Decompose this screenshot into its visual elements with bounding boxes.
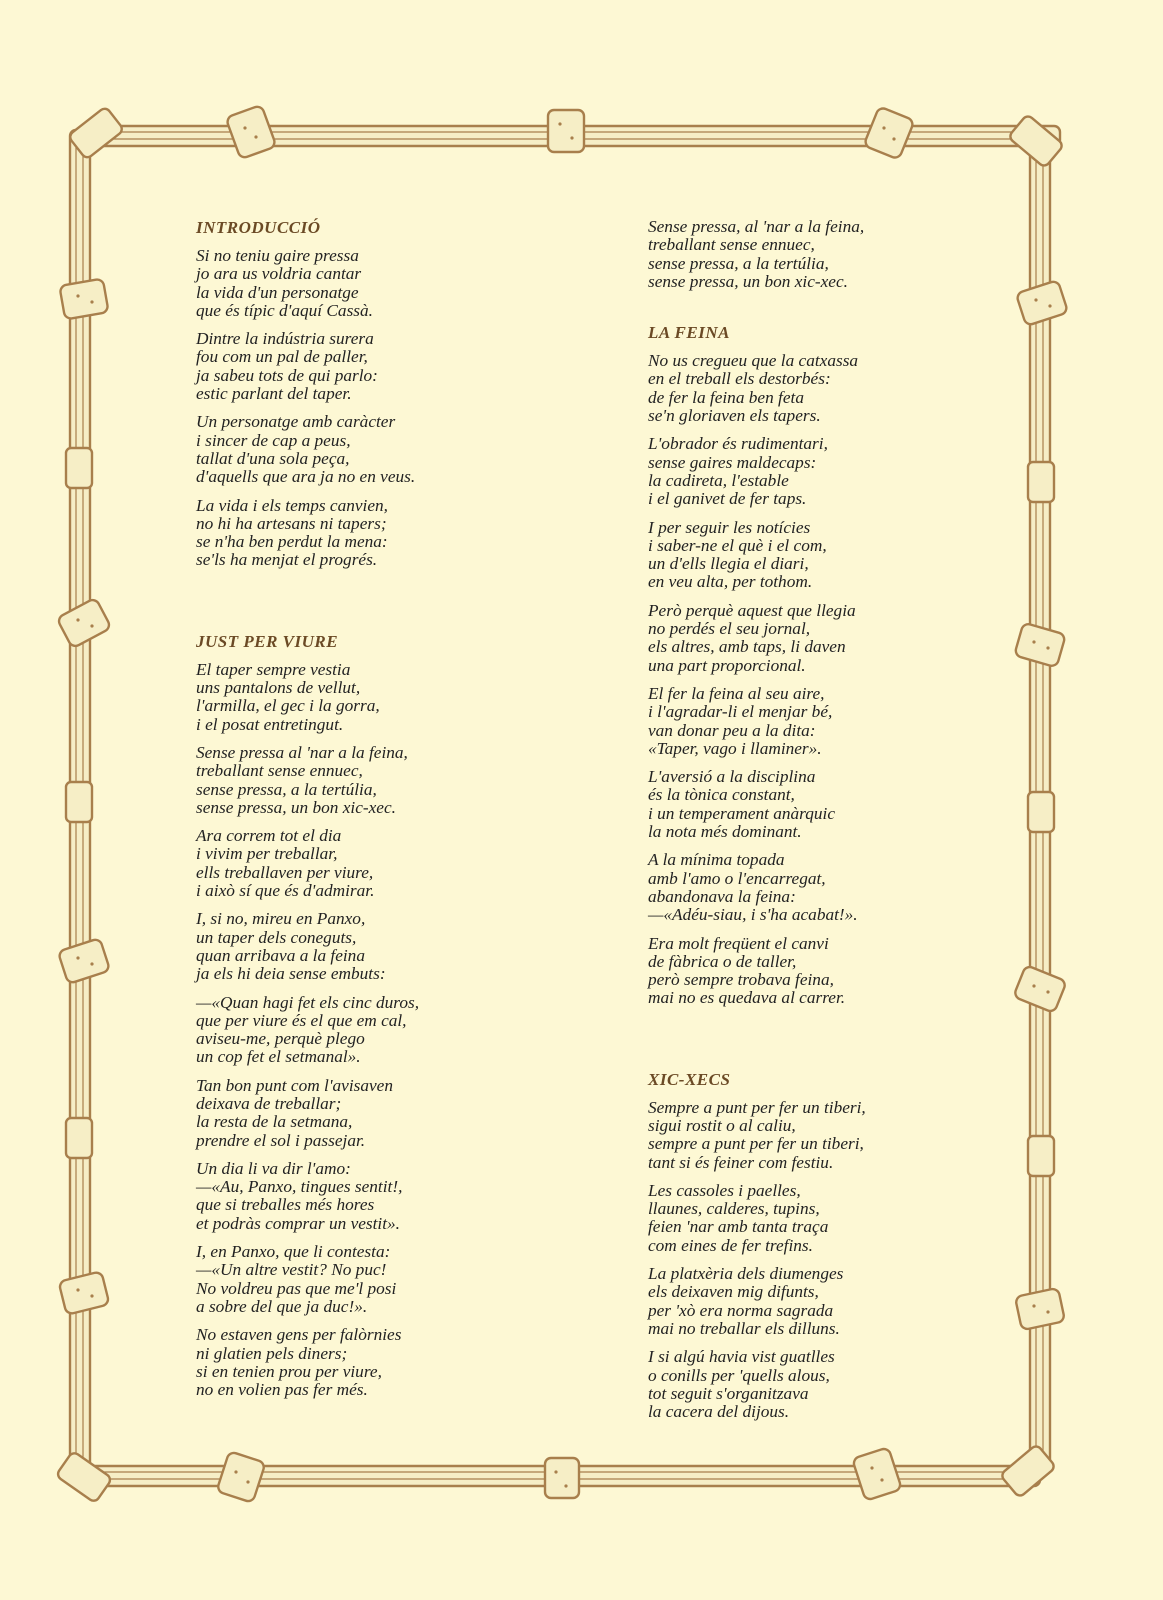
verse-line: se'ls ha menjat el progrés. — [196, 550, 378, 570]
section-xic-xecs — [648, 1070, 978, 1422]
verse-line: El taper sempre vestia — [196, 659, 351, 679]
verse-line: —«Quan hagi fet els cinc duros, — [196, 992, 420, 1012]
stanza — [196, 1243, 596, 1316]
verse-line: ni glatien pels diners; — [196, 1343, 348, 1363]
stanza — [648, 768, 978, 841]
verse-line: sense pressa, a la tertúlia, — [196, 779, 377, 799]
verse-line: L'aversió a la disciplina — [648, 767, 816, 787]
verse-line: —«Un altre vestit? No puc! — [196, 1260, 387, 1280]
verse-line: Sempre a punt per fer un tiberi, — [648, 1097, 866, 1117]
verse-line: se n'ha ben perdut la mena: — [196, 532, 388, 552]
verse-line: sense pressa, un bon xic-xec. — [648, 271, 848, 291]
verse-line: si en tenien prou per viure, — [196, 1361, 382, 1381]
stanza — [648, 602, 978, 675]
verse-line: mai no es quedava al carrer. — [648, 988, 846, 1008]
stanza — [648, 352, 978, 425]
verse-line: feien 'nar amb tanta traça — [648, 1217, 829, 1237]
verse-line: és la tònica constant, — [648, 785, 795, 805]
verse-line: jo ara us voldria cantar — [196, 264, 362, 284]
stanza — [196, 1160, 596, 1233]
verse-line: els deixaven mig difunts, — [648, 1282, 819, 1302]
verse-line: que per viure és el que em cal, — [196, 1010, 407, 1030]
stanza — [196, 330, 596, 403]
verse-line: tot seguit s'organitzava — [648, 1383, 809, 1403]
verse-line: —«Au, Panxo, tingues sentit!, — [196, 1177, 403, 1197]
section-spacer — [648, 1018, 978, 1070]
verse-line: mai no treballar els dilluns. — [648, 1318, 840, 1338]
stanza — [648, 435, 978, 508]
stanza — [648, 1182, 978, 1255]
verse-line: que si treballes més hores — [196, 1195, 375, 1215]
section-title: INTRODUCCIÓ — [196, 218, 321, 237]
verse-line: I, si no, mireu en Panxo, — [196, 909, 366, 929]
verse-line: ja sabeu tots de qui parlo: — [196, 365, 378, 385]
verse-line: Un dia li va dir l'amo: — [196, 1158, 351, 1178]
verse-line: Les cassoles i paelles, — [648, 1180, 801, 1200]
stanza — [648, 519, 978, 592]
stanza — [648, 935, 978, 1008]
verse-line: tant si és feiner com festiu. — [648, 1152, 834, 1172]
verse-line: quan arribava a la feina — [196, 945, 365, 965]
section-spacer — [196, 580, 596, 632]
stanza — [196, 497, 596, 570]
verse-line: Sense pressa, al 'nar a la feina, — [648, 217, 865, 236]
verse-line: ja els hi deia sense embuts: — [196, 964, 386, 984]
verse-line: i això sí que és d'admirar. — [196, 881, 375, 901]
stanza — [196, 413, 596, 486]
verse-line: en veu alta, per tothom. — [648, 572, 813, 592]
verse-line: amb l'amo o l'encarregat, — [648, 868, 826, 888]
verse-line: sigui rostit o al caliu, — [648, 1115, 796, 1135]
verse-line: No voldreu pas que me'l posi — [196, 1278, 397, 1298]
verse-line: uns pantalons de vellut, — [196, 678, 361, 698]
stanza — [196, 827, 596, 900]
verse-line: La platxèria dels diumenges — [648, 1264, 844, 1284]
section-just-per-viure — [196, 632, 596, 1400]
verse-line: Era molt freqüent el canvi — [648, 933, 829, 953]
verse-line: sense pressa, un bon xic-xec. — [196, 797, 396, 817]
stanza — [196, 661, 596, 734]
verse-line: El fer la feina al seu aire, — [648, 683, 825, 703]
stanza — [196, 744, 596, 817]
verse-line: Però perquè aquest que llegia — [648, 600, 856, 620]
verse-line: abandonava la feina: — [648, 886, 796, 906]
verse-line: I si algú havia vist guatlles — [648, 1347, 835, 1367]
continued-stanza — [648, 218, 978, 291]
verse-line: Ara correm tot el dia — [196, 826, 342, 846]
stanza — [196, 910, 596, 983]
verse-line: la cadireta, l'estable — [648, 470, 789, 490]
verse-line: la cacera del dijous. — [648, 1402, 790, 1422]
section-introduccio — [196, 218, 596, 570]
verse-line: sense pressa, a la tertúlia, — [648, 253, 829, 273]
section-title: LA FEINA — [648, 323, 730, 343]
stanza — [648, 1348, 978, 1421]
verse-line: A la mínima topada — [648, 850, 785, 870]
verse-line: et podràs comprar un vestit». — [196, 1213, 400, 1233]
section-la-feina — [648, 323, 978, 1008]
verse-line: Si no teniu gaire pressa — [196, 246, 359, 265]
verse-line: ells treballaven per viure, — [196, 862, 374, 882]
verse-line: una part proporcional. — [648, 655, 806, 675]
verse-line: de fàbrica o de taller, — [648, 951, 797, 971]
verse-line: d'aquells que ara ja no en veus. — [196, 467, 416, 487]
verse-line: I, en Panxo, que li contesta: — [196, 1242, 391, 1262]
verse-line: un cop fet el setmanal». — [196, 1047, 361, 1067]
verse-line: que és típic d'aquí Cassà. — [196, 300, 373, 320]
verse-line: deixava de treballar; — [196, 1093, 342, 1113]
verse-line: la resta de la setmana, — [196, 1112, 353, 1132]
verse-line: aviseu-me, perquè plego — [196, 1029, 365, 1049]
verse-line: treballant sense ennuec, — [196, 761, 363, 781]
verse-line: estic parlant del taper. — [196, 384, 352, 404]
stanza — [648, 1265, 978, 1338]
right-column — [648, 218, 978, 1431]
verse-line: «Taper, vago i llaminer». — [648, 738, 822, 758]
verse-line: no en volien pas fer més. — [196, 1380, 368, 1400]
verse-line: i saber-ne el què i el com, — [648, 535, 827, 555]
verse-line: o conills per 'quells alous, — [648, 1365, 830, 1385]
verse-line: i el posat entretingut. — [196, 714, 344, 734]
verse-line: Sense pressa al 'nar a la feina, — [196, 742, 408, 762]
section-title: XIC-XECS — [648, 1069, 731, 1089]
verse-line: a sobre del que ja duc!». — [196, 1296, 368, 1316]
verse-line: un taper dels coneguts, — [196, 927, 357, 947]
verse-line: treballant sense ennuec, — [648, 235, 815, 255]
verse-line: en el treball els destorbés: — [648, 369, 831, 389]
verse-line: la nota més dominant. — [648, 822, 802, 842]
verse-line: no hi ha artesans ni tapers; — [196, 513, 387, 533]
verse-line: i l'agradar-li el menjar bé, — [648, 702, 833, 722]
section-title: JUST PER VIURE — [196, 631, 339, 651]
verse-line: de fer la feina ben feta — [648, 387, 804, 407]
verse-line: tallat d'una sola peça, — [196, 448, 350, 468]
section-spacer — [648, 301, 978, 323]
verse-line: i sincer de cap a peus, — [196, 430, 351, 450]
verse-line: i el ganivet de fer taps. — [648, 489, 807, 509]
verse-line: no perdés el seu jornal, — [648, 619, 811, 639]
verse-line: però sempre trobava feina, — [648, 970, 834, 990]
stanza — [196, 247, 596, 320]
verse-line: La vida i els temps canvien, — [196, 495, 388, 515]
verse-line: No us cregueu que la catxassa — [648, 351, 859, 371]
verse-line: i un temperament anàrquic — [648, 803, 836, 823]
stanza — [648, 1099, 978, 1172]
verse-line: se'n gloriaven els tapers. — [648, 406, 821, 426]
verse-line: un d'ells llegia el diari, — [648, 554, 809, 574]
verse-line: sempre a punt per fer un tiberi, — [648, 1134, 864, 1154]
stanza — [196, 1326, 596, 1399]
verse-line: —«Adéu-siau, i s'ha acabat!». — [648, 905, 858, 925]
verse-line: sense gaires maldecaps: — [648, 452, 817, 472]
stanza — [196, 994, 596, 1067]
stanza — [648, 851, 978, 924]
verse-line: No estaven gens per falòrnies — [196, 1325, 402, 1345]
stanza — [648, 685, 978, 758]
verse-line: L'obrador és rudimentari, — [648, 434, 828, 454]
verse-line: I per seguir les notícies — [648, 517, 811, 537]
verse-line: i vivim per treballar, — [196, 844, 338, 864]
left-column — [196, 218, 596, 1409]
verse-line: prendre el sol i passejar. — [196, 1130, 366, 1150]
verse-line: fou com un pal de paller, — [196, 347, 368, 367]
verse-line: Dintre la indústria surera — [196, 329, 374, 349]
verse-line: com eines de fer trefins. — [648, 1235, 813, 1255]
stanza — [196, 1077, 596, 1150]
verse-line: van donar peu a la dita: — [648, 720, 816, 740]
verse-line: Un personatge amb caràcter — [196, 412, 396, 432]
verse-line: la vida d'un personatge — [196, 282, 359, 302]
verse-line: llaunes, calderes, tupins, — [648, 1199, 820, 1219]
verse-line: l'armilla, el gec i la gorra, — [196, 696, 380, 716]
verse-line: Tan bon punt com l'avisaven — [196, 1075, 393, 1095]
verse-line: els altres, amb taps, li daven — [648, 637, 846, 657]
verse-line: per 'xò era norma sagrada — [648, 1300, 834, 1320]
